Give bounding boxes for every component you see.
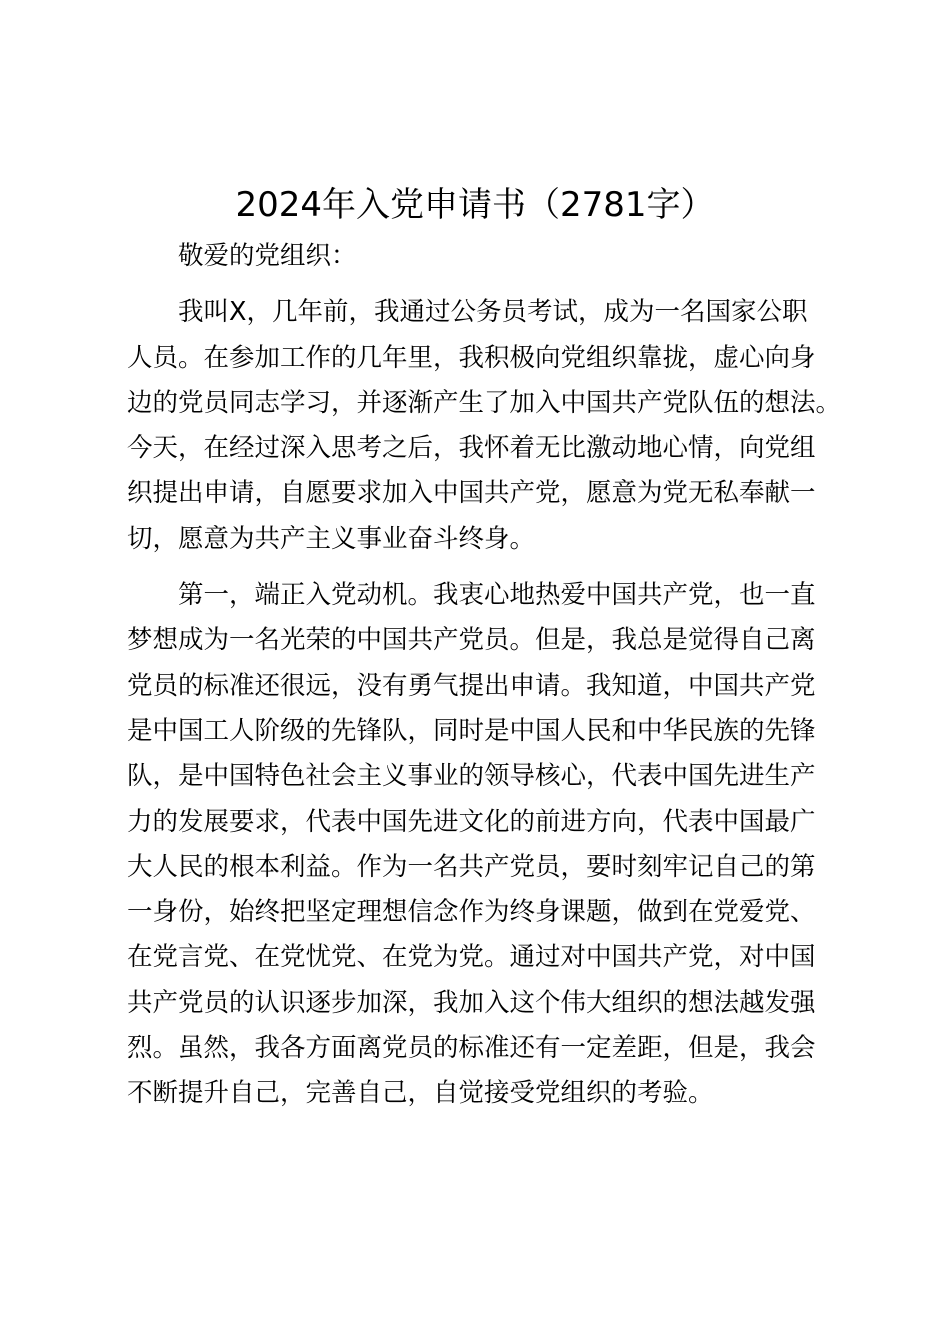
paragraph-1 — [127, 290, 847, 562]
paragraph-line: 切，愿意为共产主义事业奋斗终身。 — [127, 523, 536, 554]
paragraph-spacer — [127, 562, 847, 573]
paragraph-line: 共产党员的认识逐步加深，我加入这个伟大组织的想法越发强 — [127, 987, 816, 1018]
paragraph-line: 党员的标准还很远，没有勇气提出申请。我知道，中国共产党 — [127, 670, 816, 701]
paragraph-line: 力的发展要求，代表中国先进文化的前进方向，代表中国最广 — [127, 806, 816, 837]
paragraph-line: 大人民的根本利益。作为一名共产党员，要时刻牢记自己的第 — [127, 851, 816, 882]
paragraph-line: 第一，端正入党动机。我衷心地热爱中国共产党，也一直 — [178, 580, 816, 611]
paragraph-line: 在党言党、在党忧党、在党为党。通过对中国共产党，对中国 — [127, 942, 816, 973]
document-title: 2024年入党申请书（2781字） — [235, 185, 715, 225]
paragraph-line: 织提出申请，自愿要求加入中国共产党，愿意为党无私奉献一 — [127, 478, 816, 509]
document-body — [127, 234, 847, 1117]
salutation: 敬爱的党组织： — [178, 241, 357, 271]
paragraph-line: 梦想成为一名光荣的中国共产党员。但是，我总是觉得自己离 — [127, 625, 816, 656]
paragraph-line: 是中国工人阶级的先锋队，同时是中国人民和中华民族的先锋 — [127, 715, 816, 746]
paragraph-line: 人员。在参加工作的几年里，我积极向党组织靠拢，虚心向身 — [127, 342, 816, 373]
paragraph-2 — [127, 573, 847, 1117]
paragraph-line: 我叫X，几年前，我通过公务员考试，成为一名国家公职 — [178, 297, 808, 328]
paragraph-line: 烈。虽然，我各方面离党员的标准还有一定差距，但是，我会 — [127, 1033, 816, 1064]
paragraph-line: 不断提升自己，完善自己，自觉接受党组织的考验。 — [127, 1078, 714, 1109]
paragraph-line: 今天，在经过深入思考之后，我怀着无比激动地心情，向党组 — [127, 433, 816, 464]
paragraph-line: 队，是中国特色社会主义事业的领导核心，代表中国先进生产 — [127, 761, 816, 792]
paragraph-line: 一身份，始终把坚定理想信念作为终身课题，做到在党爱党、 — [127, 897, 816, 928]
paragraph-line: 边的党员同志学习，并逐渐产生了加入中国共产党队伍的想法。 — [127, 387, 842, 418]
paragraph-spacer — [127, 279, 847, 290]
